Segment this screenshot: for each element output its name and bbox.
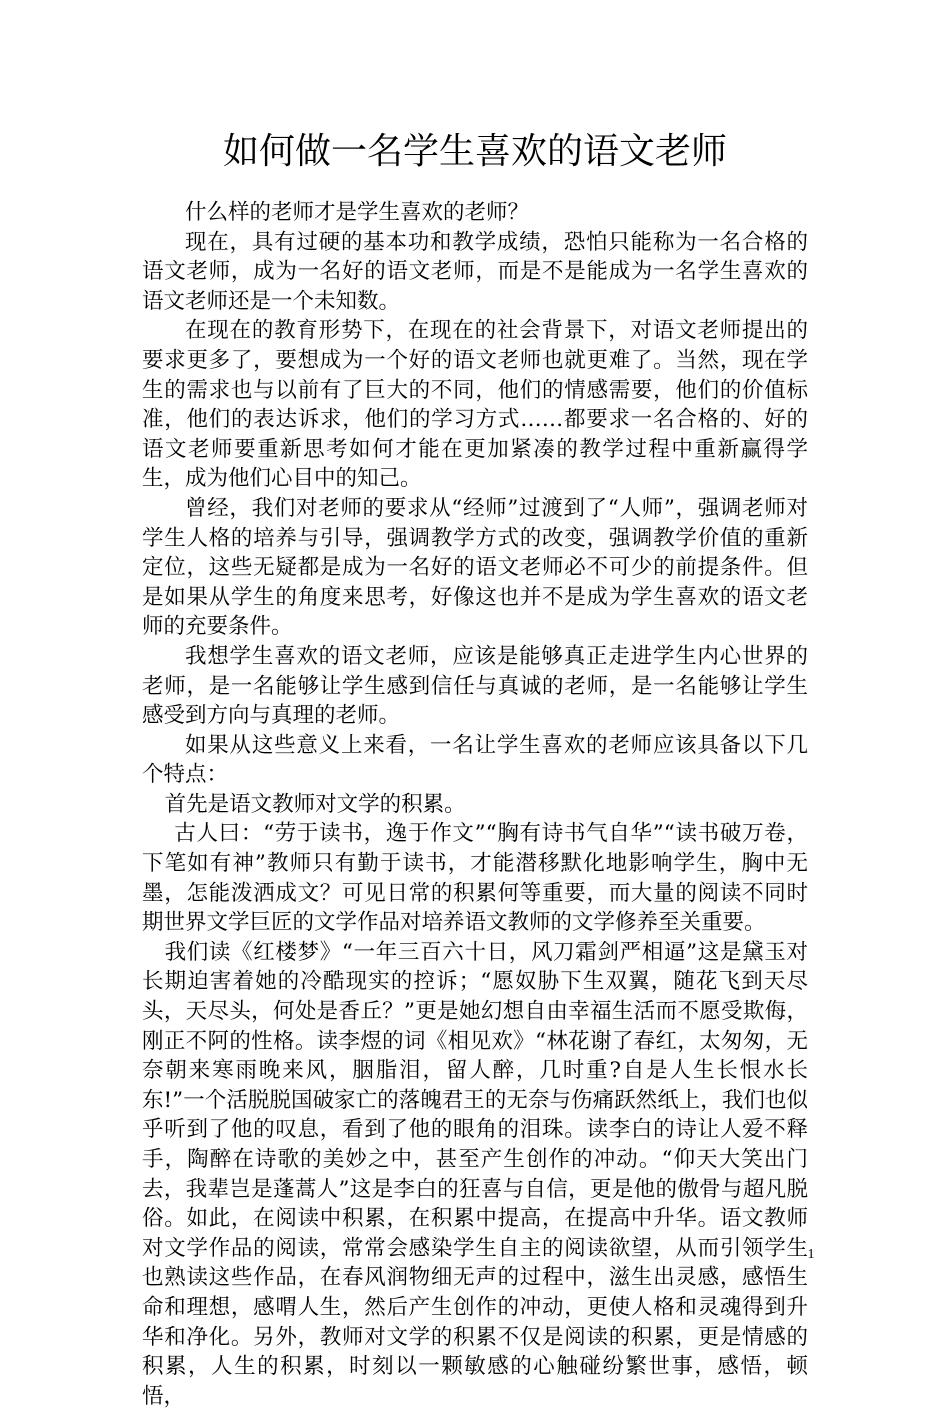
paragraph: 我想学生喜欢的语文老师，应该是能够真正走进学生内心世界的老师，是一名能够让学生感到信任与真诚的老师，是一名能够让学生感受到方向与真理的老师。 [142, 643, 808, 729]
paragraph: 什么样的老师才是学生喜欢的老师？ [185, 200, 530, 225]
paragraph: 如果从这些意义上来看，一名让学生喜欢的老师应该具备以下几个特点： [142, 732, 808, 788]
paragraph: 曾经，我们对老师的要求从“经师”过渡到了“人师”，强调老师对学生人格的培养与引导，强调教学方式的改变，强调教学价值的重新定位，这些无疑都是成为一名好的语文老师必不可少的前提条件。但是如果从学生的角度来思考，好像这也并不是成为学生喜欢的语文老师的充要条件。 [142, 495, 808, 640]
article-body [142, 198, 808, 1411]
paragraph: 我们读《红楼梦》“一年三百六十日，风刀霜剑严相逼”这是黛玉对长期迫害着她的冷酷现实的控诉；“愿奴胁下生双翼，随花飞到天尽头，天尽头，何处是香丘？”更是她幻想自由幸福生活而不愿受欺侮，刚正不阿的性格。读李煜的词《相见欢》“林花谢了春红，太匆匆，无奈朝来寒雨晚来风，胭脂泪，留人醉，几时重?自是人生长恨水长东!”一个活脱脱国破家亡的落魄君王的无奈与伤痛跃然纸上，我们也似乎听到了他的叹息，看到了他的眼角的泪珠。读李白的诗让人爱不释手，陶醉在诗歌的美妙之中，甚至产生创作的冲动。“仰天大笑出门去，我辈岂是蓬蒿人”这是李白的狂喜与自信，更是他的傲骨与超凡脱俗。如此，在阅读中积累，在积累中提高，在提高中升华。语文教师对文学作品的阅读，常常会感染学生自主的阅读欲望，从而引领学生也熟读这些作品，在春风润物细无声的过程中，滋生出灵感，感悟生命和理想，感喟人生，然后产生创作的冲动，更使人格和灵魂得到升华和净化。另外，教师对文学的积累不仅是阅读的积累，更是情感的积累，人生的积累，时刻以一颗敏感的心触碰纷繁世事，感悟，顿悟， [142, 939, 808, 1409]
paragraph: 在现在的教育形势下，在现在的社会背景下，对语文老师提出的要求更多了，要想成为一个好的语文老师也就更难了。当然，现在学生的需求也与以前有了巨大的不同，他们的情感需要，他们的价值标准，他们的表达诉求，他们的学习方式……都要求一名合格的、好的语文老师要重新思考如何才能在更加紧凑的教学过程中重新赢得学生，成为他们心目中的知己。 [142, 318, 808, 492]
section-heading: 首先是语文教师对文学的积累。 [164, 791, 466, 817]
page-title: 如何做一名学生喜欢的语文老师 [222, 131, 727, 172]
paragraph: 古人曰：“劳于读书，逸于作文”“胸有诗书气自华”“读书破万卷，下笔如有神”教师只有勤于读书，才能潜移默化地影响学生，胸中无墨，怎能泼洒成文？可见日常的积累何等重要，而大量的阅读不同时期世界文学巨匠的文学作品对培养语文教师的文学修养至关重要。 [142, 821, 808, 936]
paragraph: 现在，具有过硬的基本功和教学成绩，恐怕只能称为一名合格的语文老师，成为一名好的语文老师，而是不是能成为一名学生喜欢的语文老师还是一个未知数。 [142, 229, 808, 314]
page-number: 1 [807, 1247, 815, 1262]
